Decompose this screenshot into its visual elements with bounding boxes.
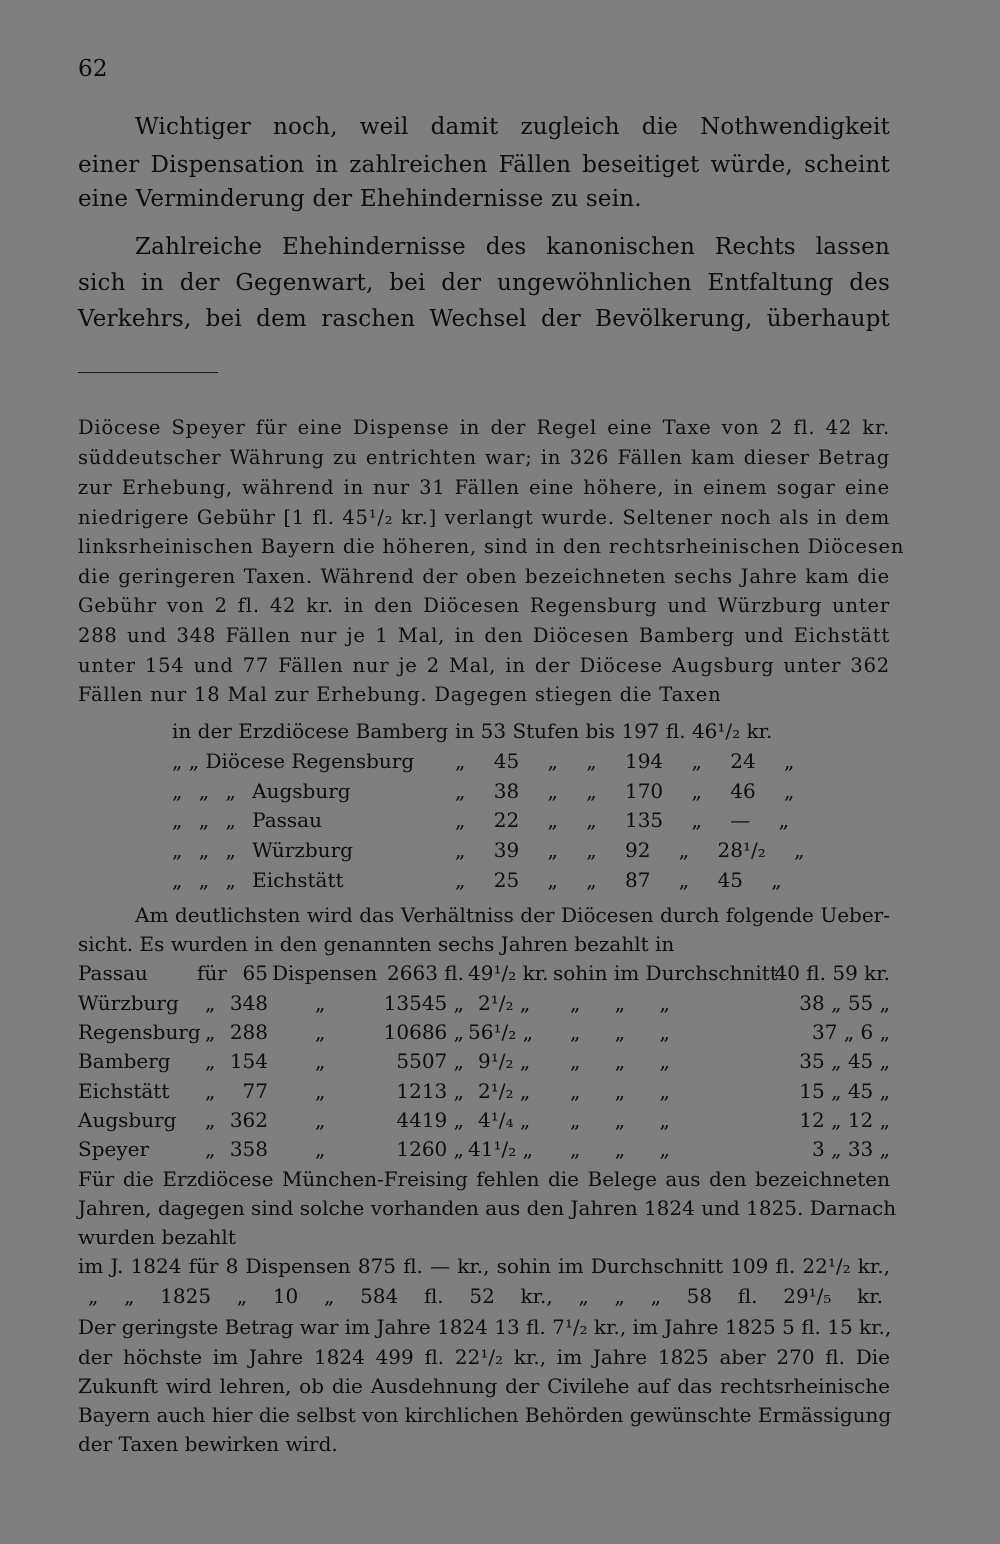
sohin-cell: sohin im Durchschnitt	[553, 961, 778, 985]
count-cell: 77	[242, 1079, 268, 1103]
year-row: „ „ 1825 „ 10 „ 584 fl. 52 kr., „ „ „ 58 fl. 29¹/₅ kr.	[88, 1284, 883, 1308]
text-line: Der geringste Betrag war im Jahre 1824 13 fl. 7¹/₂ kr., im Jahre 1825 5 fl. 15 kr.,	[78, 1315, 892, 1339]
footnote-line: Diöcese Speyer für eine Dispense in der Regel eine Taxe von 2 fl. 42 kr.	[78, 416, 890, 439]
sum-cell: 13545 „	[383, 991, 464, 1015]
fuer-cell: „	[205, 1049, 216, 1073]
text-line: der Taxen bewirken wird.	[78, 1432, 338, 1456]
fuer-cell: „	[205, 1079, 216, 1103]
taxen-row-label: „ „ Diöcese Regensburg	[172, 749, 415, 773]
dioc-cell: Regensburg	[78, 1020, 201, 1044]
footnote-line: linksrheinischen Bayern die höheren, sind in den rechtsrheinischen Diöcesen	[78, 535, 905, 558]
kr-cell: 2¹/₂ „	[478, 991, 531, 1015]
text-line: eine Verminderung der Ehehindernisse zu sein.	[78, 186, 642, 212]
kr-cell: 56¹/₂ „	[468, 1020, 533, 1044]
text-line: Bayern auch hier die selbst von kirchlichen Behörden gewünschte Ermässigung	[78, 1403, 892, 1427]
sohin-cell: „ „ „	[570, 1049, 670, 1073]
word-cell: „	[315, 1079, 326, 1103]
sum-cell: 1260 „	[396, 1137, 464, 1161]
footnote-line: unter 154 und 77 Fällen nur je 2 Mal, in der Diöcese Augsburg unter 362	[78, 654, 890, 677]
text-line: wurden bezahlt	[78, 1225, 236, 1249]
dioc-cell: Speyer	[78, 1137, 150, 1161]
taxen-row-label: „ „ „ Eichstätt	[172, 868, 344, 892]
taxen-row-label: „ „ „ Augsburg	[172, 779, 351, 803]
text-line: Wichtiger noch, weil damit zugleich die Nothwendigkeit	[135, 114, 890, 140]
taxen-row-label: „ „ „ Passau	[172, 808, 322, 832]
count-cell: 154	[229, 1049, 268, 1073]
text-line: Zahlreiche Ehehindernisse des kanonischen Rechts lassen	[135, 234, 890, 260]
avg-cell: 15 „ 45 „	[799, 1079, 890, 1103]
word-cell: „	[315, 1049, 326, 1073]
avg-cell: 38 „ 55 „	[799, 991, 890, 1015]
taxen-row-value: „ 39 „ „ 92 „ 28¹/₂ „	[455, 838, 805, 862]
avg-cell: 35 „ 45 „	[799, 1049, 890, 1073]
word-cell: „	[315, 991, 326, 1015]
count-cell: 362	[229, 1108, 268, 1132]
dioc-cell: Passau	[78, 961, 148, 985]
text-line: Jahren, dagegen sind solche vorhanden aus den Jahren 1824 und 1825. Darnach	[78, 1196, 897, 1220]
sohin-cell: „ „ „	[570, 1020, 670, 1044]
taxen-row-value: „ 22 „ „ 135 „ — „	[455, 808, 789, 832]
kr-cell: 2¹/₂ „	[478, 1079, 531, 1103]
word-cell: „	[315, 1137, 326, 1161]
count-cell: 288	[229, 1020, 268, 1044]
taxen-row-value: „ 45 „ „ 194 „ 24 „	[455, 749, 795, 773]
sum-cell: 4419 „	[396, 1108, 464, 1132]
text-line: Verkehrs, bei dem raschen Wechsel der Bevölkerung, überhaupt	[78, 306, 890, 332]
dioc-cell: Bamberg	[78, 1049, 171, 1073]
count-cell: 65	[242, 961, 268, 985]
avg-cell: 12 „ 12 „	[799, 1108, 890, 1132]
taxen-row-value: in 53 Stufen bis 197 fl. 46¹/₂ kr.	[455, 719, 773, 743]
word-cell: „	[315, 1108, 326, 1132]
avg-cell: 3 „ 33 „	[812, 1137, 890, 1161]
text-line: Zukunft wird lehren, ob die Ausdehnung der Civilehe auf das rechtsrheinische	[78, 1374, 890, 1398]
footnote-line: Gebühr von 2 fl. 42 kr. in den Diöcesen Regensburg und Würzburg unter	[78, 594, 890, 617]
footnote-line: zur Erhebung, während in nur 31 Fällen eine höhere, in einem sogar eine	[78, 476, 890, 499]
text-line: sicht. Es wurden in den genannten sechs Jahren bezahlt in	[78, 932, 675, 956]
word-cell: „	[315, 1020, 326, 1044]
taxen-row-value: „ 38 „ „ 170 „ 46 „	[455, 779, 795, 803]
year-row: im J. 1824 für 8 Dispensen 875 fl. — kr., sohin im Durchschnitt 109 fl. 22¹/₂ kr.,	[78, 1254, 890, 1278]
fuer-cell: „	[205, 991, 216, 1015]
text-line: der höchste im Jahre 1824 499 fl. 22¹/₂ kr., im Jahre 1825 aber 270 fl. Die	[78, 1345, 890, 1369]
kr-cell: 9¹/₂ „	[478, 1049, 531, 1073]
count-cell: 348	[229, 991, 268, 1015]
avg-cell: 40 fl. 59 kr.	[774, 961, 890, 985]
footnote-line: niedrigere Gebühr [1 fl. 45¹/₂ kr.] verlangt wurde. Seltener noch als in dem	[78, 506, 890, 529]
count-cell: 358	[229, 1137, 268, 1161]
dioc-cell: Augsburg	[78, 1108, 177, 1132]
kr-cell: 49¹/₂ kr.	[468, 961, 549, 985]
sum-cell: 5507 „	[396, 1049, 464, 1073]
kr-cell: 41¹/₂ „	[468, 1137, 533, 1161]
text-line: Am deutlichsten wird das Verhältniss der Diöcesen durch folgende Ueber-	[135, 903, 890, 927]
fuer-cell: „	[205, 1137, 216, 1161]
kr-cell: 4¹/₄ „	[478, 1108, 531, 1132]
footnote-line: die geringeren Taxen. Während der oben bezeichneten sechs Jahre kam die	[78, 565, 890, 588]
sum-cell: 1213 „	[396, 1079, 464, 1103]
text-line: sich in der Gegenwart, bei der ungewöhnlichen Entfaltung des	[78, 270, 890, 296]
fuer-cell: für	[197, 961, 227, 985]
avg-cell: 37 „ 6 „	[812, 1020, 890, 1044]
footnote-line: Fällen nur 18 Mal zur Erhebung. Dagegen stiegen die Taxen	[78, 683, 722, 706]
taxen-row-label: „ „ „ Würzburg	[172, 838, 353, 862]
sohin-cell: „ „ „	[570, 1137, 670, 1161]
footnote-divider	[78, 372, 218, 373]
sohin-cell: „ „ „	[570, 1108, 670, 1132]
text-line: einer Dispensation in zahlreichen Fällen beseitiget würde, scheint	[78, 152, 890, 178]
taxen-row-label: in der Erzdiöcese Bamberg	[172, 719, 449, 743]
sohin-cell: „ „ „	[570, 991, 670, 1015]
dioc-cell: Würzburg	[78, 991, 179, 1015]
sohin-cell: „ „ „	[570, 1079, 670, 1103]
footnote-line: 288 und 348 Fällen nur je 1 Mal, in den Diöcesen Bamberg und Eichstätt	[78, 624, 890, 647]
footnote-line: süddeutscher Währung zu entrichten war; in 326 Fällen kam dieser Betrag	[78, 446, 890, 469]
fuer-cell: „	[205, 1108, 216, 1132]
sum-cell: 10686 „	[383, 1020, 464, 1044]
sum-cell: 2663 fl.	[387, 961, 464, 985]
text-line: Für die Erzdiöcese München-Freising fehlen die Belege aus den bezeichneten	[78, 1167, 890, 1191]
taxen-row-value: „ 25 „ „ 87 „ 45 „	[455, 868, 782, 892]
dioc-cell: Eichstätt	[78, 1079, 170, 1103]
fuer-cell: „	[205, 1020, 216, 1044]
page-number: 62	[78, 56, 108, 82]
word-cell: Dispensen	[272, 961, 378, 985]
